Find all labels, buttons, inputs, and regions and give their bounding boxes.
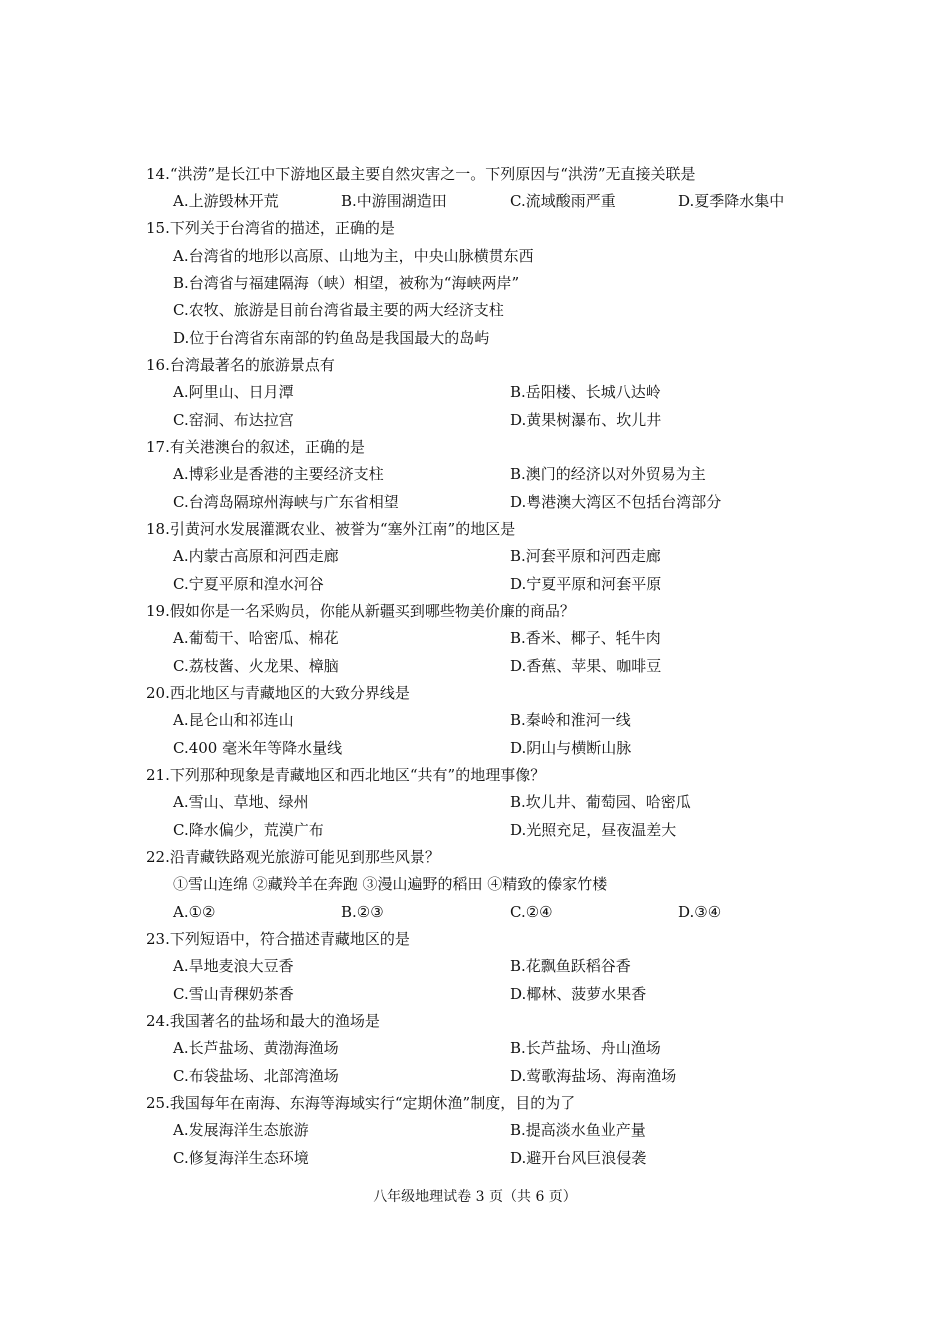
question-22-option-d: D.③④ [678,903,722,921]
question-15-option-d: D.位于台湾省东南部的钓鱼岛是我国最大的岛屿 [173,329,490,347]
question-17-option-d: D.粤港澳大湾区不包括台湾部分 [510,493,722,511]
question-14-option-a: A.上游毁林开荒 [173,192,279,210]
question-15-option-a: A.台湾省的地形以高原、山地为主，中央山脉横贯东西 [173,247,534,265]
question-17-option-a: A.博彩业是香港的主要经济支柱 [173,465,384,483]
question-20-option-a: A.昆仑山和祁连山 [173,711,294,729]
question-21-stem: 21.下列那种现象是青藏地区和西北地区“共有”的地理事像？ [146,766,546,784]
question-25-stem: 25.我国每年在南海、东海等海域实行“定期休渔”制度，目的为了 [146,1094,576,1112]
question-23-option-d: D.椰林、菠萝水果香 [510,985,647,1003]
question-24-option-c: C.布袋盐场、北部湾渔场 [173,1067,339,1085]
question-25-option-d: D.避开台风巨浪侵袭 [510,1149,647,1167]
question-16-option-a: A.阿里山、日月潭 [173,383,294,401]
question-24-option-b: B.长芦盐场、舟山渔场 [510,1039,661,1057]
question-21-option-c: C.降水偏少，荒漠广布 [173,821,324,839]
question-23-option-c: C.雪山青稞奶茶香 [173,985,294,1003]
question-15-option-c: C.农牧、旅游是目前台湾省最主要的两大经济支柱 [173,301,504,319]
question-17-option-c: C.台湾岛隔琼州海峡与广东省相望 [173,493,399,511]
question-14-option-d: D.夏季降水集中 [678,192,785,210]
question-22-scenery-list: ①雪山连绵 ②藏羚羊在奔跑 ③漫山遍野的稻田 ④精致的傣家竹楼 [173,875,608,893]
question-25-option-c: C.修复海洋生态环境 [173,1149,309,1167]
question-19-option-d: D.香蕉、苹果、咖啡豆 [510,657,662,675]
question-16-option-d: D.黄果树瀑布、坎儿井 [510,411,662,429]
question-22-option-b: B.②③ [341,903,384,921]
question-14-stem: 14.“洪涝”是长江中下游地区最主要自然灾害之一。下列原因与“洪涝”无直接关联是 [146,165,696,183]
page-footer: 八年级地理试卷 3 页（共 6 页） [373,1189,577,1205]
question-23-stem: 23.下列短语中，符合描述青藏地区的是 [146,930,410,948]
question-22-stem: 22.沿青藏铁路观光旅游可能见到那些风景？ [146,848,440,866]
question-17-option-b: B.澳门的经济以对外贸易为主 [510,465,706,483]
question-19-option-b: B.香米、椰子、牦牛肉 [510,629,661,647]
question-22-option-c: C.②④ [510,903,553,921]
question-18-option-b: B.河套平原和河西走廊 [510,547,661,565]
question-14-option-c: C.流域酸雨严重 [510,192,616,210]
question-24-option-a: A.长芦盐场、黄渤海渔场 [173,1039,339,1057]
question-23-option-a: A.旱地麦浪大豆香 [173,957,294,975]
question-17-stem: 17.有关港澳台的叙述，正确的是 [146,438,365,456]
question-24-option-d: D.莺歌海盐场、海南渔场 [510,1067,677,1085]
question-21-option-b: B.坎儿井、葡萄园、哈密瓜 [510,793,691,811]
question-15-stem: 15.下列关于台湾省的描述，正确的是 [146,219,395,237]
question-14-option-b: B.中游围湖造田 [341,192,447,210]
question-19-option-a: A.葡萄干、哈密瓜、棉花 [173,629,339,647]
question-20-stem: 20.西北地区与青藏地区的大致分界线是 [146,684,410,702]
question-18-stem: 18.引黄河水发展灌溉农业、被誉为“塞外江南”的地区是 [146,520,516,538]
question-20-option-c: C.400 毫米年等降水量线 [173,739,343,757]
question-25-option-b: B.提高淡水鱼业产量 [510,1121,646,1139]
question-20-option-b: B.秦岭和淮河一线 [510,711,631,729]
question-21-option-d: D.光照充足，昼夜温差大 [510,821,677,839]
question-22-option-a: A.①② [173,903,216,921]
question-18-option-d: D.宁夏平原和河套平原 [510,575,662,593]
question-18-option-a: A.内蒙古高原和河西走廊 [173,547,339,565]
question-19-option-c: C.荔枝酱、火龙果、樟脑 [173,657,339,675]
question-23-option-b: B.花飘鱼跃稻谷香 [510,957,631,975]
question-16-stem: 16.台湾最著名的旅游景点有 [146,356,335,374]
question-15-option-b: B.台湾省与福建隔海（峡）相望，被称为“海峡两岸” [173,274,520,292]
question-20-option-d: D.阴山与横断山脉 [510,739,632,757]
question-25-option-a: A.发展海洋生态旅游 [173,1121,309,1139]
question-16-option-c: C.窑洞、布达拉宫 [173,411,294,429]
question-19-stem: 19.假如你是一名采购员，你能从新疆买到哪些物美价廉的商品？ [146,602,575,620]
question-21-option-a: A.雪山、草地、绿州 [173,793,309,811]
question-16-option-b: B.岳阳楼、长城八达岭 [510,383,661,401]
question-24-stem: 24.我国著名的盐场和最大的渔场是 [146,1012,380,1030]
question-18-option-c: C.宁夏平原和湟水河谷 [173,575,324,593]
